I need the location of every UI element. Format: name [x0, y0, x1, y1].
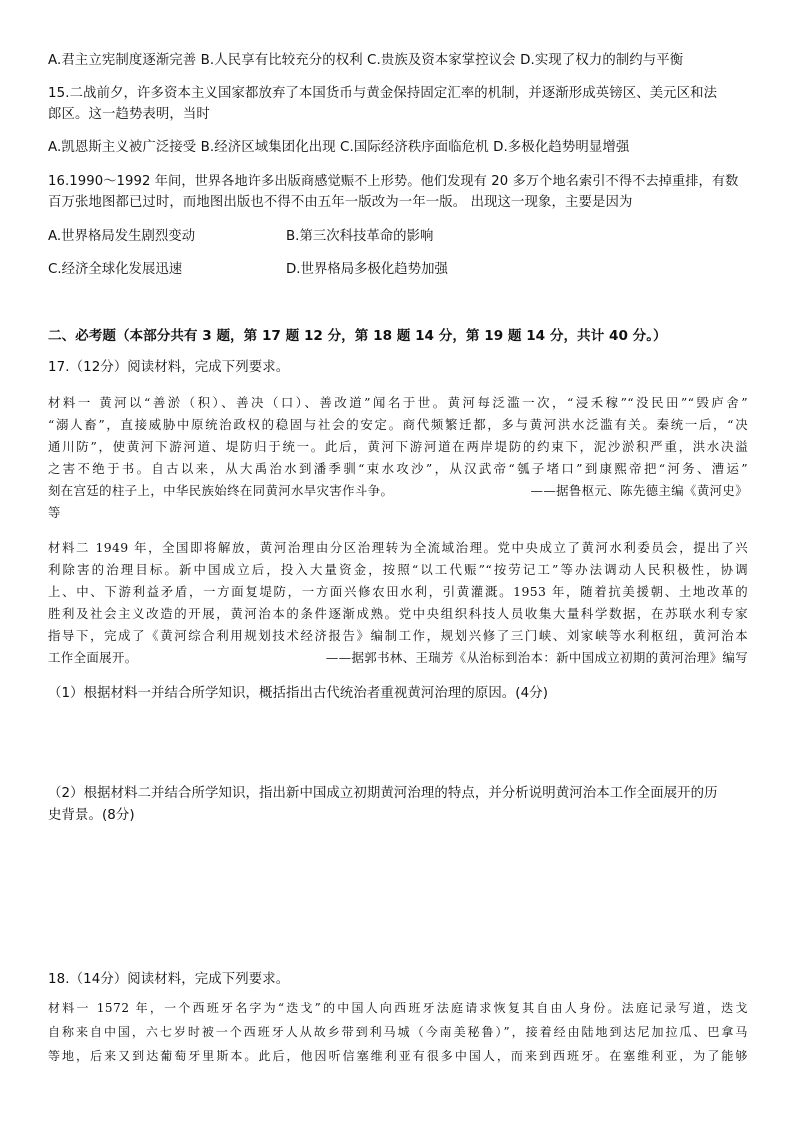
q16-stem-line2: 百万张地图都已过时，而地图出版也不得不由五年一版改为一年一版。 出现这一现象，主要是因为 [48, 195, 633, 210]
q17-m2-source: ——据郭书林、王瑞芳《从治标到治本：新中国成立初期的黄河治理》编写 [325, 650, 748, 665]
q17-m1-line5: 刻在宫廷的柱子上，中华民族始终在同黄河水旱灾害作斗争。 [48, 483, 394, 498]
q17-m2-line5: 指导下，完成了《黄河综合利用规划技术经济报告》编制工作，规划兴修了三门峡、刘家峡等水利枢纽，黄河治本 [48, 628, 748, 643]
section2-title: 二、必考题（本部分共有 3 题，第 17 题 12 分，第 18 题 14 分，第 19 题 14 分，共计 40 分。） [48, 328, 667, 344]
q17-m2-line3: 上、中、下游利益矛盾，一方面复堤防，一方面兴修农田水利，引黄灌溉。1953 年，随着抗美援朝、土地改革的 [48, 584, 748, 599]
q16-option-c: C.经济全球化发展迅速 [48, 262, 183, 277]
q18-m1-line3: 等地，后来又到达葡萄牙里斯本。此后，他因听信塞维利亚有很多中国人，而来到西班牙。在塞维利亚，为了能够 [48, 1049, 748, 1063]
q15-options: A.凯恩斯主义被广泛接受 B.经济区域集团化出现 C.国际经济秩序面临危机 D.多极化趋势明显增强 [48, 140, 630, 155]
q17-m2-line2: 利除害的治理目标。新中国成立后，投入大量资金，按照“以工代赈”“按劳记工”等办法调动人民积极性，协调 [48, 562, 748, 577]
q17-material2 [48, 537, 748, 669]
q16-stem-line1: 16.1990～1992 年间，世界各地许多出版商感觉赈不上形势。他们发现有 20 多万个地名索引不得不去掉重排，有数 [48, 174, 739, 189]
q18-material1 [48, 996, 748, 1068]
q16-option-a: A.世界格局发生剧烈变动 [48, 229, 196, 244]
q17-sub1: （1）根据材料一并结合所学知识，概括指出古代统治者重视黄河治理的原因。(4分) [48, 686, 549, 701]
q17-sub2-line2: 史背景。(8分) [48, 808, 135, 823]
q17-m1-line1: 材料一 黄河以“善淤（积）、善决（口）、善改道”闻名于世。黄河每泛滥一次，“浸禾稼”“没民田”“毁庐舍” [48, 395, 748, 410]
q17-m1-source: ——据鲁枢元、陈先德主编《黄河史》 [530, 483, 748, 498]
q17-m2-line1: 材料二 1949 年，全国即将解放，黄河治理由分区治理转为全流域治理。党中央成立了黄河水利委员会，提出了兴 [48, 540, 748, 555]
q17-material1 [48, 392, 748, 524]
q17-m1-line4: 之害不绝于书。自古以来，从大禹治水到潘季驯“束水攻沙”，从汉武帝“瓠子堵口”到康熙帝把“河务、漕运” [48, 461, 748, 476]
q16-option-d: D.世界格局多极化趋势加强 [286, 262, 448, 277]
q17-stem: 17.（12分）阅读材料，完成下列要求。 [48, 360, 290, 375]
q18-stem: 18.（14分）阅读材料，完成下列要求。 [48, 972, 290, 987]
q17-m2-line6: 工作全面展开。 [48, 650, 138, 665]
q17-m1-line5-wrap [48, 480, 748, 502]
q17-m1-line3: 通川防”，使黄河下游河道、堤防归于统一。此后，黄河下游河道在两岸堤防的约束下，泥沙淤积严重，洪水决溢 [48, 439, 748, 454]
q18-m1-line2: 自称来自中国，六七岁时被一个西班牙人从故乡带到利马城（今南美秘鲁）”，接着经由陆地到达尼加拉瓜、巴拿马 [48, 1025, 748, 1039]
q18-m1-line1: 材料一 1572 年，一个西班牙名字为“迭戈”的中国人向西班牙法庭请求恢复其自由人身份。法庭记录写道，迭戈 [48, 1001, 748, 1015]
q15-stem-line1: 15.二战前夕，许多资本主义国家都放弃了本国货币与黄金保持固定汇率的机制，并逐渐形成英镑区、美元区和法 [48, 86, 718, 101]
q17-sub2-line1: （2）根据材料二并结合所学知识，指出新中国成立初期黄河治理的特点，并分析说明黄河治本工作全面展开的历 [48, 786, 718, 801]
q16-option-b: B.第三次科技革命的影响 [286, 229, 434, 244]
q17-m1-line2: “溺人畜”，直接威胁中原统治政权的稳固与社会的安定。商代频繁迁都，多与黄河洪水泛滥有关。秦统一后，“决 [48, 417, 748, 432]
q17-m2-line4: 胜利及社会主义改造的开展，黄河治本的条件逐渐成熟。党中央组织科技人员收集大量科学数据，在苏联水利专家 [48, 606, 748, 621]
q17-m1-source-tail: 等 [48, 505, 61, 520]
q15-stem-line2: 郎区。这一趋势表明，当时 [48, 107, 210, 122]
q17-m2-line6-wrap [48, 647, 748, 669]
q14-options: A.君主立宪制度逐渐完善 B.人民享有比较充分的权利 C.贵族及资本家掌控议会 D.实现了权力的制约与平衡 [48, 53, 684, 68]
